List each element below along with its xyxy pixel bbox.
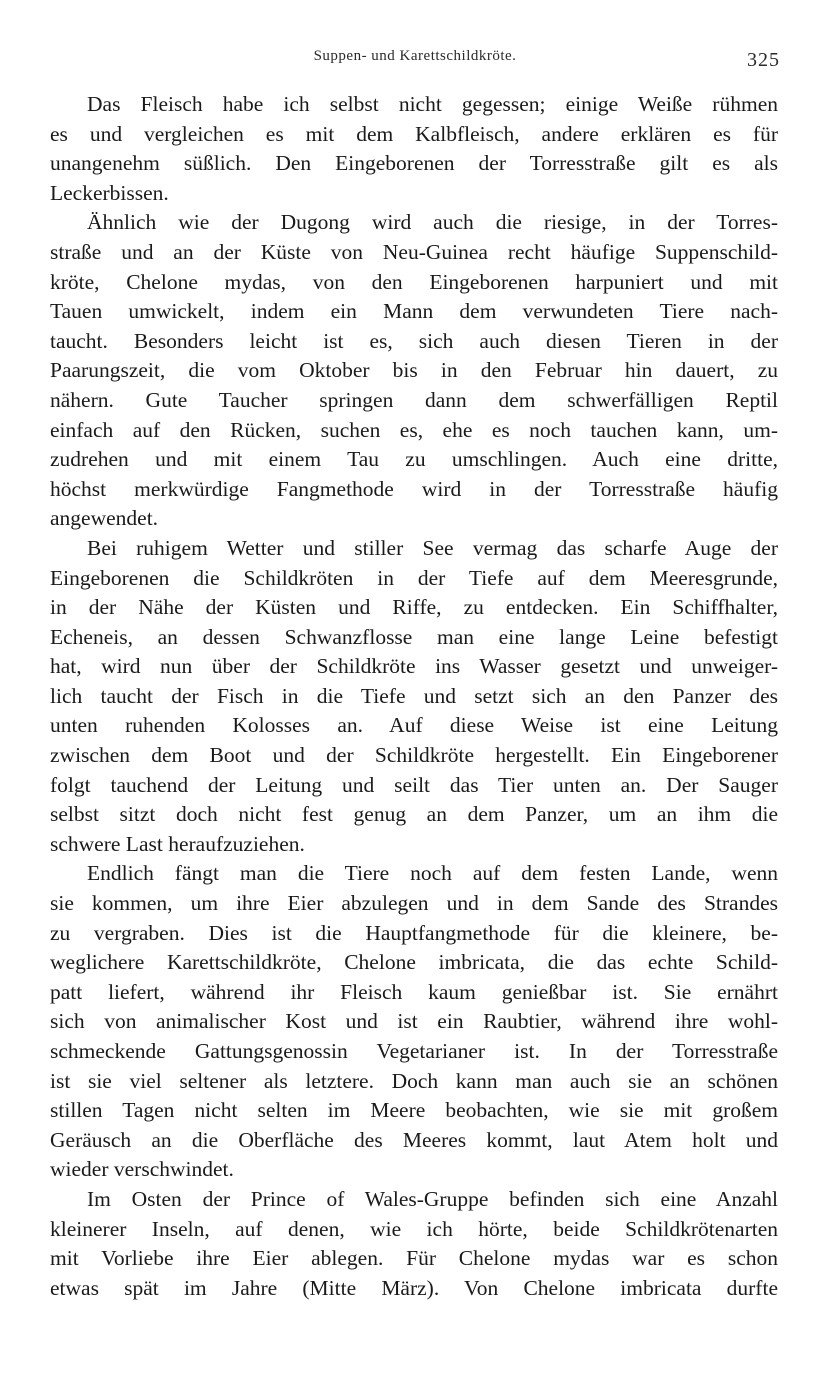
- text-line: Bei ruhigem Wetter und stiller See vermag das scharfe Auge der: [87, 535, 778, 560]
- text-line: Echeneis, an dessen Schwanzflosse man eine lange Leine befestigt: [50, 624, 778, 649]
- paragraph: [50, 1185, 778, 1303]
- text-line: höchst merkwürdige Fangmethode wird in der Torresstraße häufig: [50, 476, 778, 501]
- text-line: Geräusch an die Oberfläche des Meeres kommt, laut Atem holt und: [50, 1127, 778, 1152]
- body-text: [50, 90, 778, 1303]
- text-line: Endlich fängt man die Tiere noch auf dem festen Lande, wenn: [87, 861, 778, 886]
- text-line: folgt tauchend der Leitung und seilt das Tier unten an. Der Sauger: [50, 772, 778, 797]
- text-line: ist sie viel seltener als letztere. Doch kann man auch sie an schönen: [50, 1068, 778, 1093]
- text-line: kröte, Chelone mydas, von den Eingeborenen harpuniert und mit: [50, 269, 778, 294]
- text-line: sie kommen, um ihre Eier abzulegen und in dem Sande des Strandes: [50, 891, 778, 916]
- text-line: nähern. Gute Taucher springen dann dem schwerfälligen Reptil: [50, 387, 778, 412]
- text-line: schmeckende Gattungsgenossin Vegetarianer ist. In der Torresstraße: [50, 1039, 778, 1063]
- text-line: straße und an der Küste von Neu-Guinea recht häufige Suppenschild-: [50, 239, 778, 264]
- paragraph: [50, 208, 778, 534]
- text-line: unten ruhenden Kolosses an. Auf diese Weise ist eine Leitung: [50, 713, 778, 738]
- text-line: in der Nähe der Küsten und Riffe, zu entdecken. Ein Schiffhalter,: [50, 595, 778, 620]
- text-line: mit Vorliebe ihre Eier ablegen. Für Chelone mydas war es schon: [50, 1246, 778, 1271]
- text-line: angewendet.: [50, 506, 159, 531]
- text-line: weglichere Karettschildkröte, Chelone imbricata, die das echte Schild-: [50, 950, 778, 975]
- text-line: etwas spät im Jahre (Mitte März). Von Chelone imbricata durfte: [50, 1275, 778, 1300]
- text-line: sich von animalischer Kost und ist ein Raubtier, während ihre wohl-: [50, 1009, 778, 1034]
- text-line: zudrehen und mit einem Tau zu umschlingen. Auch eine dritte,: [50, 447, 778, 472]
- text-line: Im Osten der Prince of Wales-Gruppe befinden sich eine Anzahl: [87, 1186, 778, 1211]
- paragraph: [50, 534, 778, 860]
- paragraph: [50, 859, 778, 1185]
- text-line: lich taucht der Fisch in die Tiefe und setzt sich an den Panzer des: [50, 683, 778, 708]
- text-line: kleinerer Inseln, auf denen, wie ich hörte, beide Schildkrötenarten: [50, 1216, 778, 1241]
- text-line: hat, wird nun über der Schildkröte ins Wasser gesetzt und unweiger-: [50, 654, 778, 679]
- text-line: zu vergraben. Dies ist die Hauptfangmethode für die kleinere, be-: [50, 920, 778, 945]
- text-line: stillen Tagen nicht selten im Meere beobachten, wie sie mit großem: [50, 1098, 778, 1123]
- text-line: zwischen dem Boot und der Schildkröte hergestellt. Ein Eingeborener: [50, 743, 778, 768]
- running-head: [50, 48, 780, 74]
- text-line: Ähnlich wie der Dugong wird auch die riesige, in der Torres-: [87, 210, 778, 235]
- text-line: Paarungszeit, die vom Oktober bis in den Februar hin dauert, zu: [50, 358, 778, 383]
- page-number: 325: [747, 49, 780, 71]
- text-line: Leckerbissen.: [50, 180, 169, 205]
- text-line: unangenehm süßlich. Den Eingeborenen der Torresstraße gilt es als: [50, 151, 778, 176]
- text-line: es und vergleichen es mit dem Kalbfleisch, andere erklären es für: [50, 121, 778, 146]
- text-line: wieder verschwindet.: [50, 1157, 234, 1182]
- text-line: taucht. Besonders leicht ist es, sich auch diesen Tieren in der: [50, 328, 778, 353]
- running-head-title: Suppen- und Karettschildkröte.: [313, 48, 517, 64]
- text-line: schwere Last heraufzuziehen.: [50, 831, 305, 856]
- text-line: Eingeborenen die Schildkröten in der Tiefe auf dem Meeresgrunde,: [50, 565, 778, 590]
- text-line: selbst sitzt doch nicht fest genug an dem Panzer, um an ihm die: [50, 802, 778, 827]
- text-line: Das Fleisch habe ich selbst nicht gegessen; einige Weiße rühmen: [87, 92, 778, 116]
- text-line: patt liefert, während ihr Fleisch kaum genießbar ist. Sie ernährt: [50, 979, 778, 1004]
- text-line: Tauen umwickelt, indem ein Mann dem verwundeten Tiere nach-: [50, 299, 778, 324]
- paragraph: [50, 90, 778, 208]
- text-line: einfach auf den Rücken, suchen es, ehe es noch tauchen kann, um-: [50, 417, 778, 442]
